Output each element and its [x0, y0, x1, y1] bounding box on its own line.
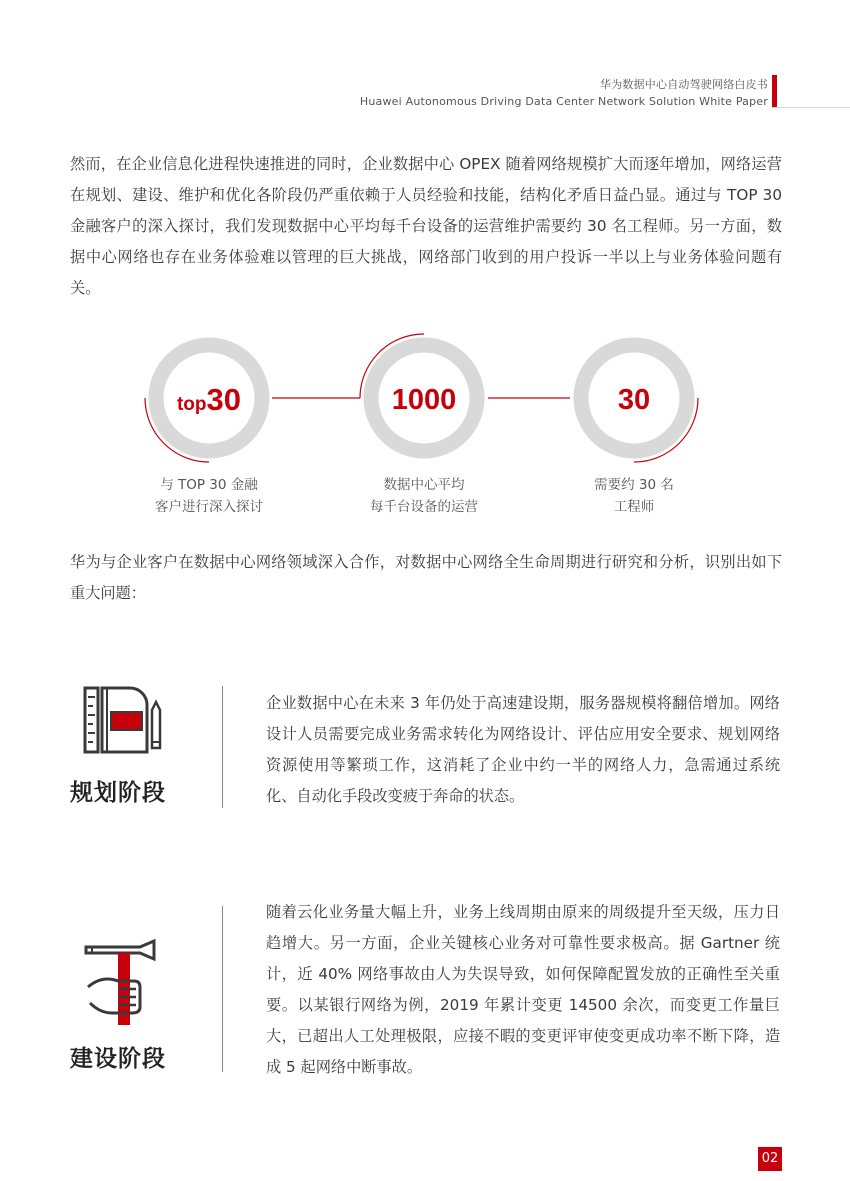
phase-text-construction: 随着云化业务量大幅上升，业务上线周期由原来的周级提升至天级，压力日趋增大。另一方面，企业关键核心业务对可靠性要求极高。据 Gartner 统计，近 40% 网络事故由人为失误导致，如何保障配置发放的正确性至关重要。以某银行网络为例，2019 年累计变更 14500 余次，而变更工作量巨大，已超出人工处理极限，应接不暇的变更评审使变更成功率不断下降，造成 5 起网络中断事故。	[266, 903, 780, 1076]
summary-paragraph: 华为与企业客户在数据中心网络领域深入合作，对数据中心网络全生命周期进行研究和分析，识别出如下重大问题：	[70, 553, 782, 602]
stat-value-3: 30	[617, 384, 651, 416]
ruler-notebook-pencil-icon	[80, 684, 164, 764]
phase-divider-planning	[222, 686, 223, 808]
header-title-cn: 华为数据中心自动驾驶网络白皮书	[600, 78, 768, 91]
stat-caption-2-line2: 每千台设备的运营	[370, 499, 478, 515]
phase-divider-construction	[222, 906, 223, 1072]
header-title-en: Huawei Autonomous Driving Data Center Network Solution White Paper	[359, 95, 768, 108]
phase-title-construction: 建设阶段	[70, 1046, 166, 1072]
stat-caption-1	[124, 474, 294, 518]
stat-caption-3-line2: 工程师	[613, 499, 655, 515]
stat-value-1: top30	[176, 382, 242, 417]
phase-title-planning: 规划阶段	[70, 780, 166, 806]
phase-text-planning: 企业数据中心在未来 3 年仍处于高速建设期，服务器规模将翻倍增加。网络设计人员需要完成业务需求转化为网络设计、评估应用安全要求、规划网络资源使用等繁琐工作，这消耗了企业中约一半的网络人力，急需通过系统化、自动化手段改变疲于奔命的状态。	[266, 694, 780, 805]
stat-caption-2-line1: 数据中心平均	[383, 477, 465, 493]
stat-caption-1-line2: 客户进行深入探讨	[155, 499, 263, 515]
page-number: 02	[758, 1147, 782, 1171]
stat-value-2: 1000	[391, 384, 457, 416]
stat-caption-1-line1: 与 TOP 30 金融	[160, 477, 258, 493]
intro-paragraph: 然而，在企业信息化进程快速推进的同时，企业数据中心 OPEX 随着网络规模扩大而逐年增加，网络运营在规划、建设、维护和优化各阶段仍严重依赖于人员经验和技能，结构化矛盾日益凸显。通过与 TOP 30 金融客户的深入探讨，我们发现数据中心平均每千台设备的运营维护需要约 30 名工程师。另一方面，数据中心网络也存在业务体验难以管理的巨大挑战，网络部门收到的用户投诉一半以上与业务体验问题有关。	[70, 155, 782, 297]
stat-caption-3	[549, 474, 719, 518]
stat-caption-2	[339, 474, 509, 518]
stat-caption-3-line1: 需要约 30 名	[594, 477, 674, 493]
hammer-hand-icon	[82, 937, 162, 1029]
